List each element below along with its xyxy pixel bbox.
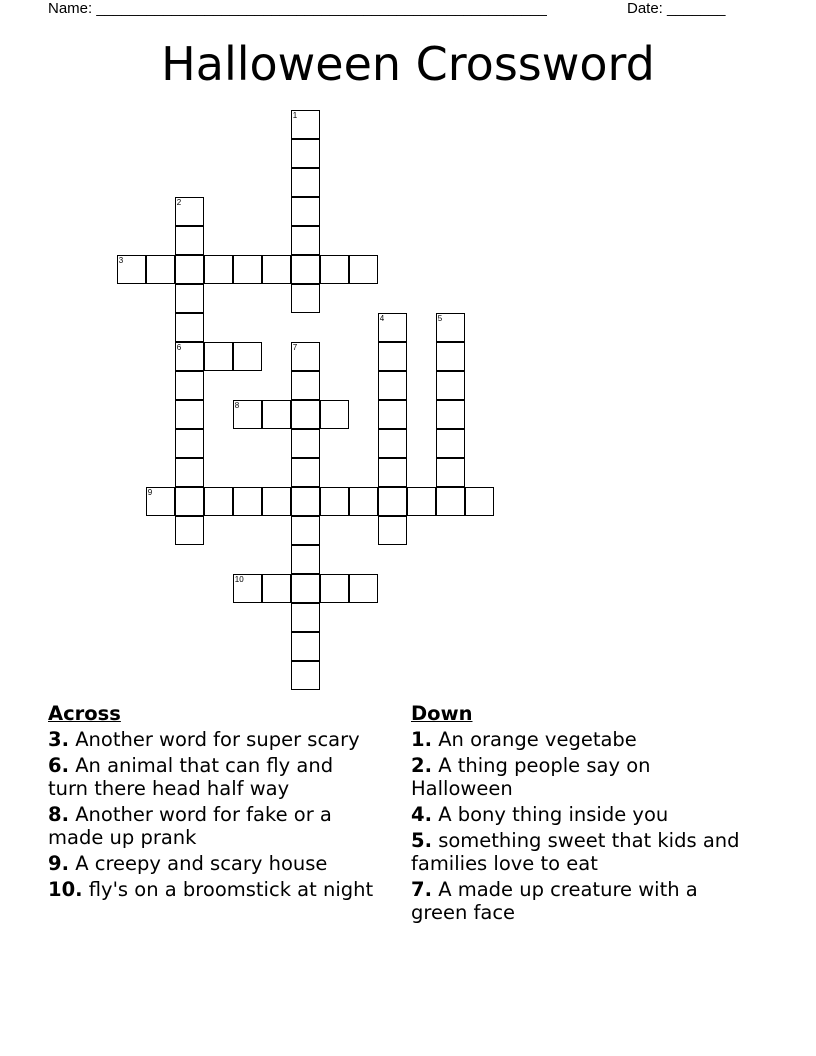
cell-number: 4 — [379, 313, 385, 323]
clue-across-8 — [48, 803, 378, 849]
grid-cell[interactable] — [291, 342, 320, 371]
grid-cell[interactable] — [436, 342, 465, 371]
grid-cell[interactable] — [233, 400, 262, 429]
clue-number: 3. — [48, 728, 69, 751]
name-field[interactable]: Name: ______________________________________________________ — [48, 0, 547, 17]
grid-cell[interactable] — [291, 458, 320, 487]
grid-cell[interactable] — [320, 255, 349, 284]
cell-number: 1 — [292, 110, 298, 120]
grid-cell[interactable] — [291, 139, 320, 168]
grid-cell[interactable] — [378, 313, 407, 342]
grid-cell[interactable] — [175, 487, 204, 516]
grid-cell[interactable] — [407, 487, 436, 516]
grid-cell[interactable] — [175, 429, 204, 458]
clue-across-10 — [48, 878, 378, 901]
grid-cell[interactable] — [117, 255, 146, 284]
grid-cell[interactable] — [320, 487, 349, 516]
grid-cell[interactable] — [175, 226, 204, 255]
grid-cell[interactable] — [291, 255, 320, 284]
clue-text: fly's on a broomstick at night — [88, 878, 374, 901]
clue-text: A thing people say on Halloween — [411, 754, 651, 800]
across-clues — [48, 702, 378, 904]
grid-cell[interactable] — [233, 255, 262, 284]
grid-cell[interactable] — [175, 400, 204, 429]
grid-cell[interactable] — [204, 487, 233, 516]
clue-number: 7. — [411, 878, 432, 901]
clue-text: Another word for super scary — [75, 728, 360, 751]
grid-cell[interactable] — [291, 400, 320, 429]
clue-down-1 — [411, 728, 751, 751]
grid-cell[interactable] — [175, 313, 204, 342]
grid-cell[interactable] — [436, 487, 465, 516]
clue-number: 2. — [411, 754, 432, 777]
grid-cell[interactable] — [465, 487, 494, 516]
page-title: Halloween Crossword — [161, 37, 655, 91]
grid-cell[interactable] — [291, 545, 320, 574]
grid-cell[interactable] — [291, 516, 320, 545]
cell-number: 9 — [147, 487, 153, 497]
clue-number: 4. — [411, 803, 432, 826]
grid-cell[interactable] — [320, 400, 349, 429]
grid-cell[interactable] — [291, 284, 320, 313]
grid-cell[interactable] — [291, 429, 320, 458]
grid-cell[interactable] — [204, 255, 233, 284]
date-field[interactable]: Date: _______ — [627, 0, 726, 17]
cell-number: 3 — [118, 255, 124, 265]
grid-cell[interactable] — [291, 197, 320, 226]
clue-text: something sweet that kids and families love to eat — [411, 829, 740, 875]
cell-number: 8 — [234, 400, 240, 410]
clue-text: Another word for fake or a made up prank — [48, 803, 332, 849]
clue-across-6 — [48, 754, 378, 800]
grid-cell[interactable] — [349, 487, 378, 516]
cell-number: 2 — [176, 197, 182, 207]
cell-number: 7 — [292, 342, 298, 352]
grid-cell[interactable] — [262, 487, 291, 516]
grid-cell[interactable] — [378, 342, 407, 371]
cell-number: 10 — [234, 574, 244, 584]
grid-cell[interactable] — [291, 110, 320, 139]
grid-cell[interactable] — [378, 458, 407, 487]
grid-cell[interactable] — [436, 313, 465, 342]
clue-text: A bony thing inside you — [438, 803, 669, 826]
grid-cell[interactable] — [320, 574, 349, 603]
down-heading: Down — [411, 702, 473, 725]
clue-down-4 — [411, 803, 751, 826]
grid-cell[interactable] — [349, 255, 378, 284]
grid-cell[interactable] — [349, 574, 378, 603]
grid-cell[interactable] — [146, 255, 175, 284]
clue-text: A made up creature with a green face — [411, 878, 698, 924]
grid-cell[interactable] — [175, 197, 204, 226]
grid-cell[interactable] — [204, 342, 233, 371]
clue-text: An animal that can fly and turn there head half way — [48, 754, 334, 800]
grid-cell[interactable] — [436, 458, 465, 487]
clue-number: 9. — [48, 852, 69, 875]
clue-text: A creepy and scary house — [75, 852, 328, 875]
cell-number: 6 — [176, 342, 182, 352]
clue-down-2 — [411, 754, 751, 800]
grid-cell[interactable] — [291, 371, 320, 400]
grid-cell[interactable] — [175, 284, 204, 313]
grid-cell[interactable] — [291, 487, 320, 516]
grid-cell[interactable] — [175, 458, 204, 487]
grid-cell[interactable] — [436, 400, 465, 429]
grid-cell[interactable] — [378, 400, 407, 429]
grid-cell[interactable] — [436, 371, 465, 400]
grid-cell[interactable] — [175, 255, 204, 284]
grid-cell[interactable] — [436, 429, 465, 458]
grid-cell[interactable] — [262, 255, 291, 284]
grid-cell[interactable] — [291, 632, 320, 661]
grid-cell[interactable] — [262, 400, 291, 429]
clue-across-9 — [48, 852, 378, 875]
grid-cell[interactable] — [291, 226, 320, 255]
grid-cell[interactable] — [291, 603, 320, 632]
grid-cell[interactable] — [291, 168, 320, 197]
grid-cell[interactable] — [233, 574, 262, 603]
clue-number: 5. — [411, 829, 432, 852]
grid-cell[interactable] — [378, 429, 407, 458]
clue-number: 1. — [411, 728, 432, 751]
cell-number: 5 — [437, 313, 443, 323]
clue-number: 8. — [48, 803, 69, 826]
across-heading: Across — [48, 702, 121, 725]
clue-number: 6. — [48, 754, 69, 777]
grid-cell[interactable] — [175, 371, 204, 400]
grid-cell[interactable] — [233, 487, 262, 516]
grid-cell[interactable] — [175, 342, 204, 371]
clue-down-5 — [411, 829, 751, 875]
grid-cell[interactable] — [175, 516, 204, 545]
grid-cell[interactable] — [291, 661, 320, 690]
grid-cell[interactable] — [291, 574, 320, 603]
clue-across-3 — [48, 728, 378, 751]
clue-number: 10. — [48, 878, 83, 901]
grid-cell[interactable] — [146, 487, 175, 516]
clue-text: An orange vegetabe — [438, 728, 637, 751]
clue-down-7 — [411, 878, 751, 924]
grid-cell[interactable] — [378, 487, 407, 516]
grid-cell[interactable] — [262, 574, 291, 603]
grid-cell[interactable] — [378, 371, 407, 400]
grid-cell[interactable] — [233, 342, 262, 371]
down-clues — [411, 702, 751, 927]
grid-cell[interactable] — [378, 516, 407, 545]
